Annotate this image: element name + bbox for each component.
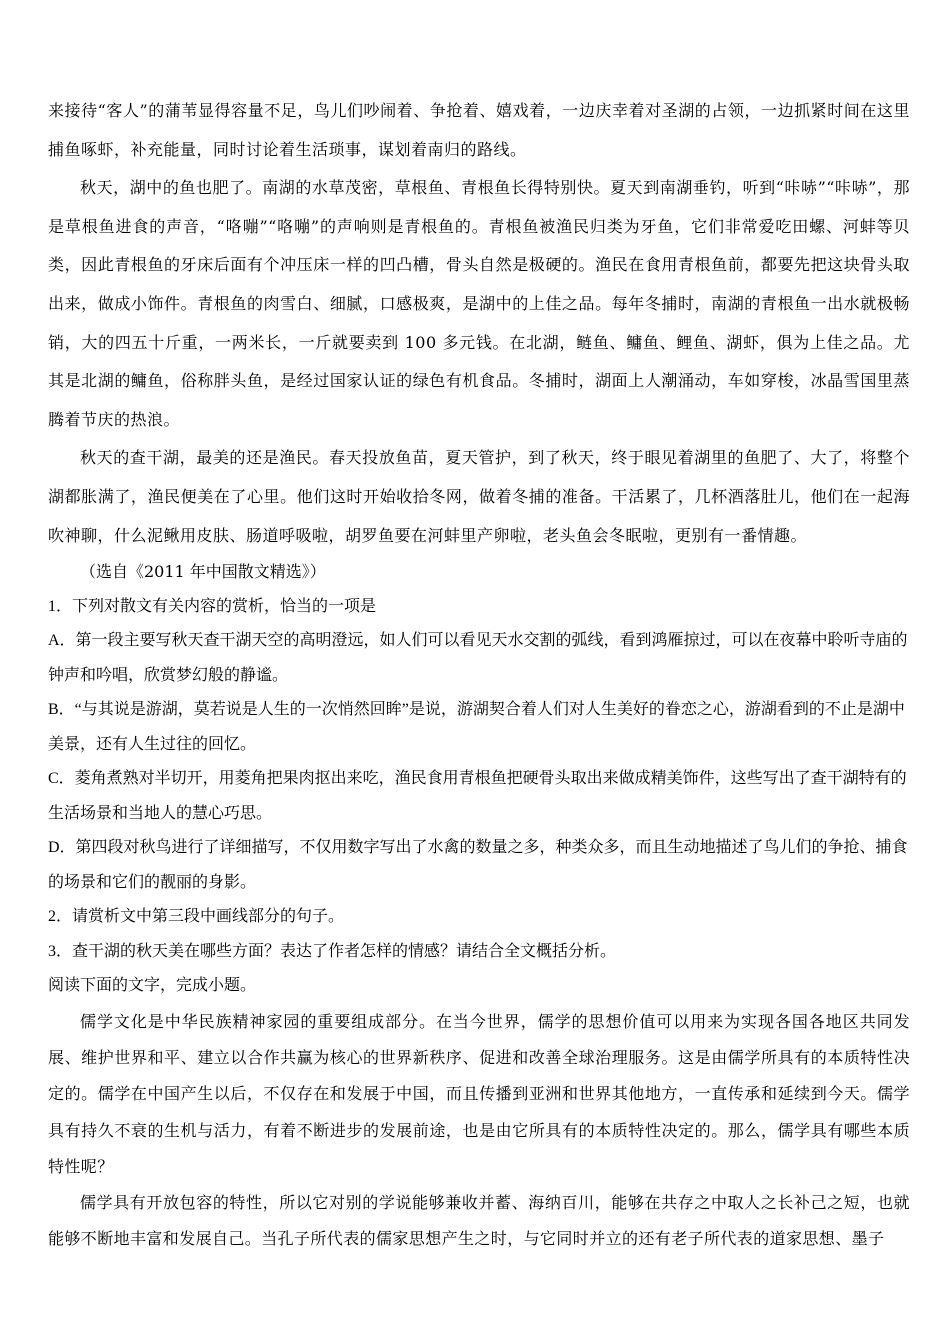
option-d: D．第四段对秋鸟进行了详细描写，不仅用数字写出了水禽的数量之多，种类众多，而且生动地描述了鸟儿们的争抢、捕食的场景和它们的靓丽的身影。 — [48, 839, 908, 891]
paragraph-confucianism-intro: 儒学文化是中华民族精神家园的重要组成部分。在当今世界，儒学的思想价值可以用来为实现各国各地区共同发展、维护世界和平、建立以合作共赢为核心的世界新秩序、促进和改善全球治理服务。这是由儒学所具有的本质特性决定的。儒学在中国产生以后，不仅存在和发展于中国，而且传播到亚洲和世界其他地方，一直传承和延续到今天。儒学具有持久不衰的生机与活力，有着不断进步的发展前途，也是由它所具有的本质特性决定的。那么，儒学具有哪些本质特性呢？ — [48, 1011, 910, 1176]
source-citation: （选自《2011 年中国散文精选》） — [80, 562, 326, 582]
paragraph-birds-continued: 来接待“客人”的蒲苇显得容量不足，鸟儿们吵闹着、争抢着、嬉戏着，一边庆幸着对圣湖的占领，一边抓紧时间在这里捕鱼啄虾，补充能量，同时讨论着生活琐事，谋划着南归的路线。 — [48, 101, 910, 159]
question-1: 1．下列对散文有关内容的赏析，恰当的一项是 — [48, 597, 377, 615]
question-3: 3．查干湖的秋天美在哪些方面？表达了作者怎样的情感？请结合全文概括分析。 — [48, 942, 617, 960]
paragraph-confucianism-openness: 儒学具有开放包容的特性，所以它对别的学说能够兼收并蓄、海纳百川，能够在共存之中取人之长补己之短，也就能够不断地丰富和发展自己。当孔子所代表的儒家思想产生之时，与它同时并立的还有老子所代表的道家思想、墨子 — [48, 1193, 910, 1249]
paragraph-fish: 秋天，湖中的鱼也肥了。南湖的水草茂密，草根鱼、青根鱼长得特别快。夏天到南湖垂钓，听到“咔哧”“咔哧”，那是草根鱼进食的声音，“咯嘣”“咯嘣”的声响则是青根鱼的。青根鱼被渔民归类为牙鱼，它们非常爱吃田螺、河蚌等贝类，因此青根鱼的牙床后面有个冲压床一样的凹凸槽，骨头自然是极硬的。渔民在食用青根鱼前，都要先把这块骨头取出来，做成小饰件。青根鱼的肉雪白、细腻，口感极爽，是湖中的上佳之品。每年冬捕时，南湖的青根鱼一出水就极畅销，大的四五十斤重，一两米长，一斤就要卖到 100 多元钱。在北湖，鲢鱼、鳙鱼、鲤鱼、湖虾，俱为上佳之品。尤其是北湖的鳙鱼，俗称胖头鱼，是经过国家认证的绿色有机食品。冬捕时，湖面上人潮涌动，车如穿梭，冰晶雪国里蒸腾着节庆的热浪。 — [48, 178, 910, 429]
option-a: A．第一段主要写秋天查干湖天空的高明澄远，如人们可以看见天水交割的弧线，看到鸿雁掠过，可以在夜幕中聆听寺庙的钟声和吟唱，欣赏梦幻般的静谧。 — [48, 632, 908, 684]
option-b: B．“与其说是游湖，莫若说是人生的一次悄然回眸”是说，游湖契合着人们对人生美好的眷恋之心，游湖看到的不止是湖中美景，还有人生过往的回忆。 — [48, 701, 905, 753]
reading-instruction: 阅读下面的文字，完成小题。 — [48, 977, 257, 995]
paragraph-fishermen: 秋天的查干湖，最美的还是渔民。春天投放鱼苗，夏天管护，到了秋天，终于眼见着湖里的鱼肥了、大了，将整个湖都胀满了，渔民便美在了心里。他们这时开始收拾冬网，做着冬捕的准备。干活累了，几杯酒落肚儿，他们在一起海吹神聊，什么泥鳅用皮肤、肠道呼吸啦，胡罗鱼要在河蚌里产卵啦，老头鱼会冬眠啦，更别有一番情趣。 — [48, 448, 910, 545]
option-c: C．菱角煮熟对半切开，用菱角把果肉抠出来吃，渔民食用青根鱼把硬骨头取出来做成精美饰件，这些写出了查干湖特有的生活场景和当地人的慧心巧思。 — [48, 770, 907, 822]
question-2: 2．请赏析文中第三段中画线部分的句子。 — [48, 908, 345, 926]
document-page — [48, 92, 910, 1258]
